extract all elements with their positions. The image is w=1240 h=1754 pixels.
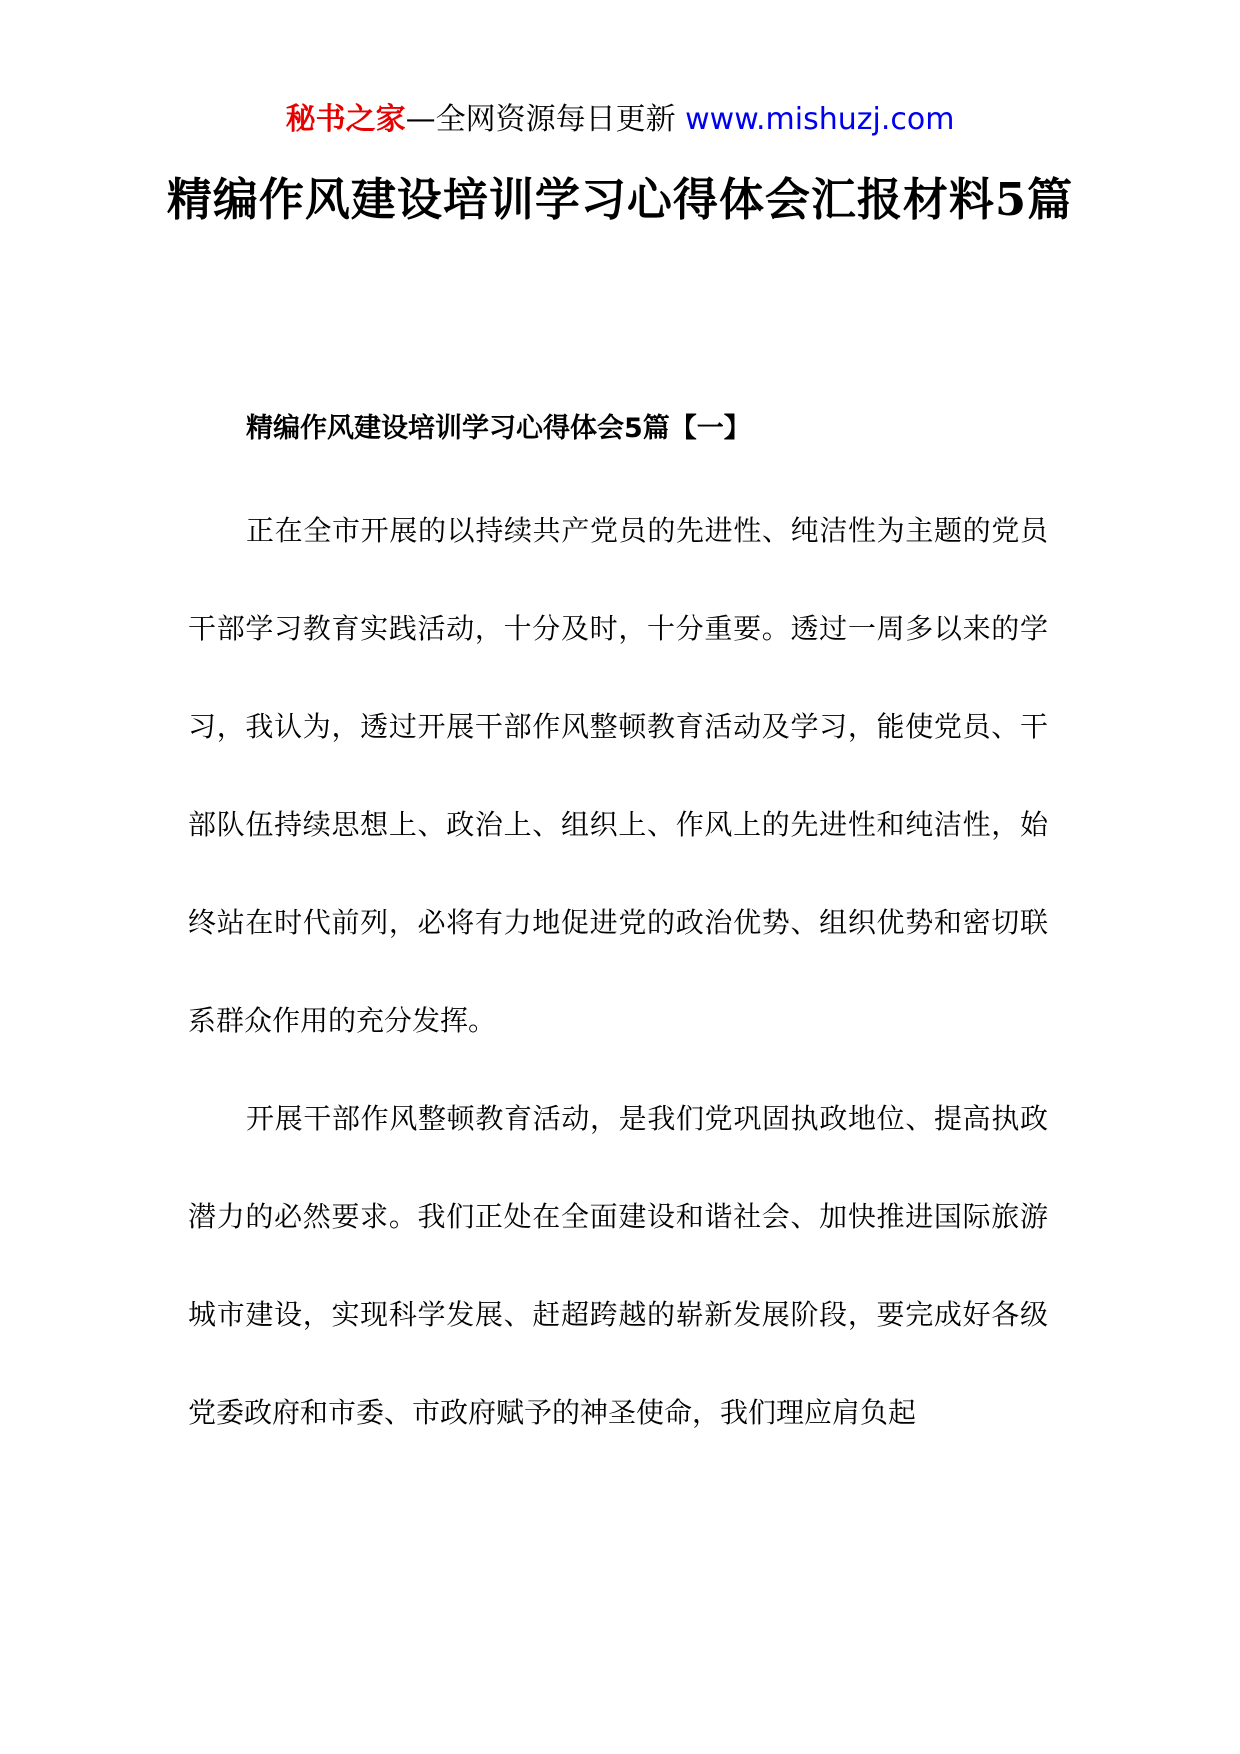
document-body: [188, 400, 1048, 1462]
document-title: 精编作风建设培训学习心得体会汇报材料5篇: [166, 173, 1074, 226]
site-tagline: —全网资源每日更新: [405, 102, 676, 137]
site-banner: [0, 100, 1240, 140]
section-heading: 精编作风建设培训学习心得体会5篇【一】: [246, 413, 751, 444]
site-url-link[interactable]: www.mishuzj.com: [685, 102, 955, 137]
body-paragraph: 开展干部作风整顿教育活动，是我们党巩固执政地位、提高执政潜力的必然要求。我们正处在全面建设和谐社会、加快推进国际旅游城市建设，实现科学发展、赶超跨越的崭新发展阶段，要完成好各级党委政府和市委、市政府赋予的神圣使命，我们理应肩负起: [188, 1102, 1048, 1429]
site-brand-name: 秘书之家: [285, 102, 406, 137]
body-paragraph: 正在全市开展的以持续共产党员的先进性、纯洁性为主题的党员干部学习教育实践活动，十分及时，十分重要。透过一周多以来的学习，我认为，透过开展干部作风整顿教育活动及学习，能使党员、干部队伍持续思想上、政治上、组织上、作风上的先进性和纯洁性，始终站在时代前列，必将有力地促进党的政治优势、组织优势和密切联系群众作用的充分发挥。: [188, 514, 1048, 1037]
